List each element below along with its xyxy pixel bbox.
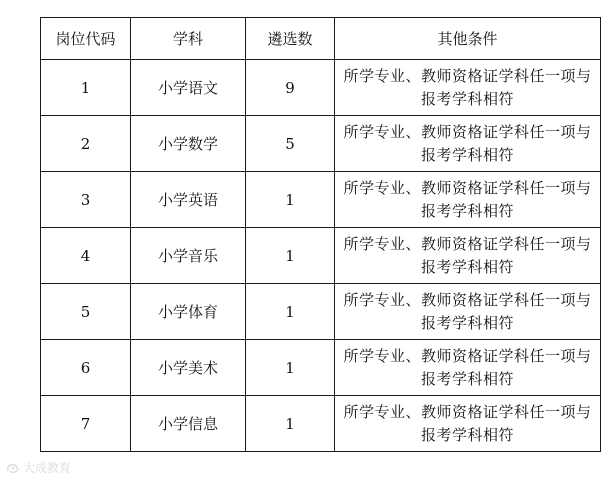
table-row	[41, 228, 601, 284]
conditions-cell	[335, 284, 601, 340]
selection-count-cell: 1	[246, 396, 335, 452]
conditions-line: 报考学科相符	[420, 257, 514, 276]
conditions-cell	[335, 172, 601, 228]
table-row	[41, 60, 601, 116]
conditions-line: 报考学科相符	[420, 89, 514, 108]
subject-cell: 小学音乐	[131, 228, 246, 284]
position-code-cell: 2	[41, 116, 131, 172]
selection-count-cell: 1	[246, 228, 335, 284]
conditions-line: 报考学科相符	[420, 201, 514, 220]
conditions-line: 所学专业、教师资格证学科任一项与	[343, 346, 592, 365]
watermark-text: 大成教育	[23, 461, 72, 475]
position-code-cell: 1	[41, 60, 131, 116]
header-other-conditions: 其他条件	[335, 18, 601, 60]
conditions-line: 所学专业、教师资格证学科任一项与	[343, 66, 592, 85]
conditions-cell	[335, 60, 601, 116]
position-code-cell: 7	[41, 396, 131, 452]
selection-count-cell: 5	[246, 116, 335, 172]
conditions-line: 所学专业、教师资格证学科任一项与	[343, 178, 592, 197]
subject-cell: 小学英语	[131, 172, 246, 228]
subject-cell: 小学语文	[131, 60, 246, 116]
selection-count-cell: 1	[246, 172, 335, 228]
positions-table	[40, 17, 601, 452]
conditions-line: 所学专业、教师资格证学科任一项与	[343, 234, 592, 253]
conditions-line: 报考学科相符	[420, 369, 514, 388]
conditions-cell	[335, 340, 601, 396]
position-code-cell: 6	[41, 340, 131, 396]
position-code-cell: 4	[41, 228, 131, 284]
conditions-line: 所学专业、教师资格证学科任一项与	[343, 290, 592, 309]
subject-cell: 小学信息	[131, 396, 246, 452]
watermark-logo-icon	[6, 462, 20, 474]
table-header-row	[41, 18, 601, 60]
subject-cell: 小学数学	[131, 116, 246, 172]
conditions-line: 报考学科相符	[420, 145, 514, 164]
conditions-cell	[335, 116, 601, 172]
selection-count-cell: 1	[246, 340, 335, 396]
conditions-cell	[335, 228, 601, 284]
conditions-line: 所学专业、教师资格证学科任一项与	[343, 122, 592, 141]
table-row	[41, 116, 601, 172]
header-position-code: 岗位代码	[41, 18, 131, 60]
watermark	[6, 459, 71, 476]
table-row	[41, 396, 601, 452]
position-code-cell: 3	[41, 172, 131, 228]
selection-count-cell: 1	[246, 284, 335, 340]
position-code-cell: 5	[41, 284, 131, 340]
conditions-cell	[335, 396, 601, 452]
subject-cell: 小学体育	[131, 284, 246, 340]
table-row	[41, 340, 601, 396]
table-row	[41, 172, 601, 228]
conditions-line: 报考学科相符	[420, 313, 514, 332]
conditions-line: 所学专业、教师资格证学科任一项与	[343, 402, 592, 421]
table-row	[41, 284, 601, 340]
conditions-line: 报考学科相符	[420, 425, 514, 444]
header-selection-count: 遴选数	[246, 18, 335, 60]
subject-cell: 小学美术	[131, 340, 246, 396]
header-subject: 学科	[131, 18, 246, 60]
selection-count-cell: 9	[246, 60, 335, 116]
